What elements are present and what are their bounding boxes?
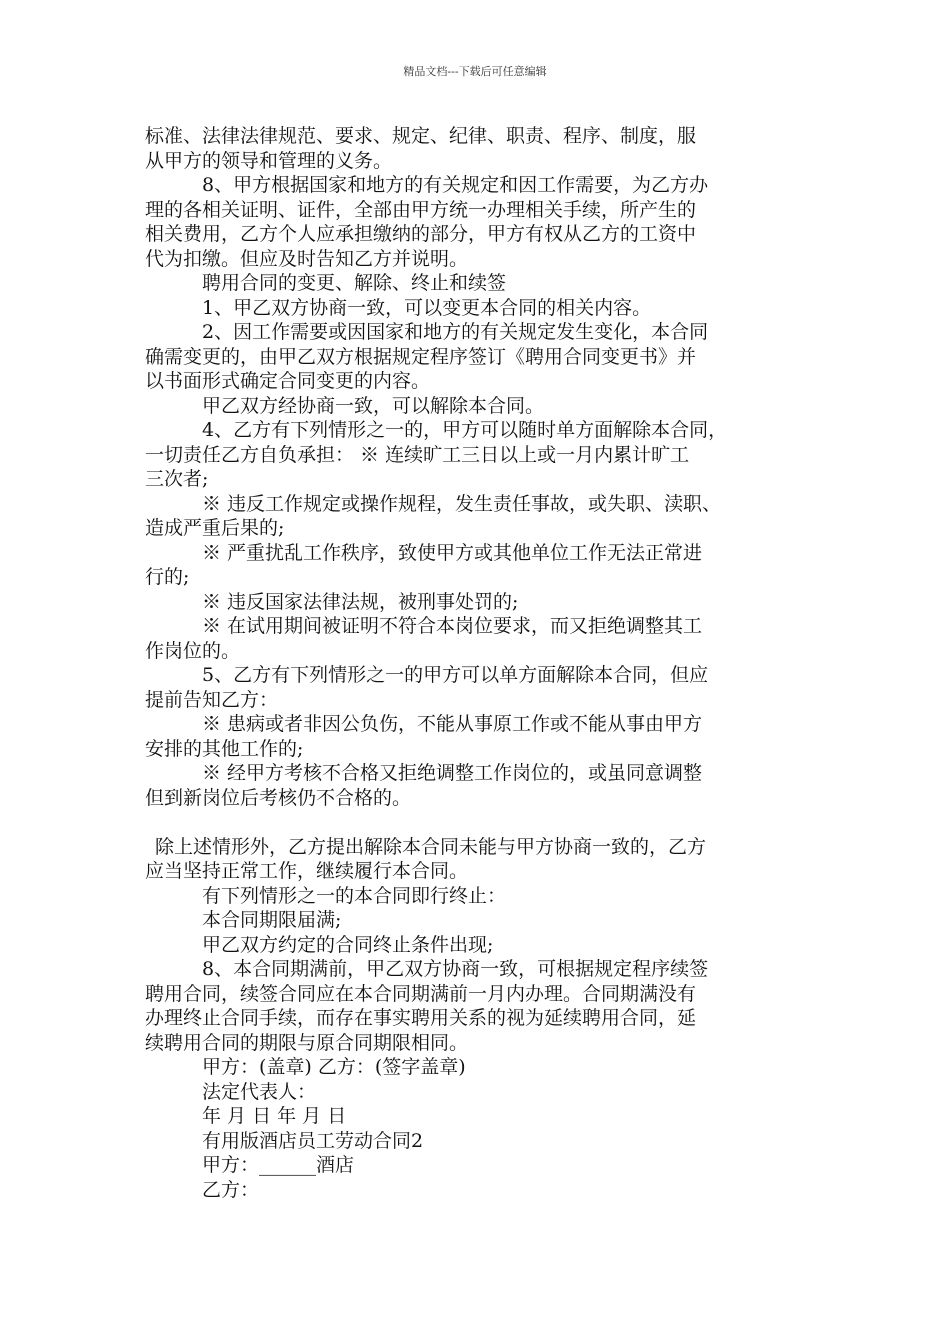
text-line: 年 月 日 年 月 日 xyxy=(202,1105,347,1127)
text-line: 甲方：(盖章) 乙方：(签字盖章) xyxy=(202,1056,466,1078)
text-line: 相关费用，乙方个人应承担缴纳的部分，甲方有权从乙方的工资中 xyxy=(145,223,697,245)
text-line: 但到新岗位后考核仍不合格的。 xyxy=(145,786,412,809)
text-line: 乙方： xyxy=(202,1178,260,1201)
text-line: ※ 严重扰乱工作秩序，致使甲方或其他单位工作无法正常进 xyxy=(202,541,703,564)
page-header: 精品文档---下载后可任意编辑 xyxy=(403,65,547,78)
text-line: 聘用合同的变更、解除、终止和续签 xyxy=(202,272,507,294)
text-line: 从甲方的领导和管理的义务。 xyxy=(145,149,393,172)
text-line: ※ 违反工作规定或操作规程，发生责任事故，或失职、渎职、 xyxy=(202,492,722,515)
text-line: 有下列情形之一的本合同即行终止： xyxy=(202,884,507,907)
text-line: 安排的其他工作的; xyxy=(145,737,304,760)
text-line: 8、本合同期满前，甲乙双方协商一致，可根据规定程序续签 xyxy=(202,958,709,980)
document-body xyxy=(145,124,805,1202)
text-line: 5、乙方有下列情形之一的甲方可以单方面解除本合同，但应 xyxy=(202,664,709,686)
text-line: 本合同期限届满; xyxy=(202,909,342,931)
text-line: 8、甲方根据国家和地方的有关规定和因工作需要，为乙方办 xyxy=(202,174,709,196)
text-line: 标准、法律法律规范、要求、规定、纪律、职责、程序、制度，服 xyxy=(145,125,697,147)
text-line: 有用版酒店员工劳动合同2 xyxy=(202,1129,424,1152)
text-line: ※ 患病或者非因公负伤，不能从事原工作或不能从事由甲方 xyxy=(202,713,703,735)
text-line: 1、甲乙双方协商一致，可以变更本合同的相关内容。 xyxy=(202,296,652,319)
text-line: 理的各相关证明、证件，全部由甲方统一办理相关手续，所产生的 xyxy=(145,198,697,221)
text-line: 4、乙方有下列情形之一的，甲方可以随时单方面解除本合同， xyxy=(202,419,728,441)
text-line: 除上述情形外，乙方提出解除本合同未能与甲方协商一致的，乙方 xyxy=(155,835,707,858)
text-line: 甲方：______酒店 xyxy=(202,1154,355,1176)
text-line: 行的; xyxy=(145,566,190,588)
blank-line xyxy=(145,810,805,835)
text-line: 甲乙双方经协商一致，可以解除本合同。 xyxy=(202,394,545,417)
text-line: 确需变更的，由甲乙双方根据规定程序签订《聘用合同变更书》并 xyxy=(145,345,697,368)
text-line: 聘用合同，续签合同应在本合同期满前一月内办理。合同期满没有 xyxy=(145,982,697,1005)
text-line: 甲乙双方约定的合同终止条件出现; xyxy=(202,933,494,956)
text-line: 作岗位的。 xyxy=(145,639,241,662)
text-line: 提前告知乙方： xyxy=(145,688,279,711)
text-line: 代为扣缴。但应及时告知乙方并说明。 xyxy=(145,247,469,270)
text-line: 三次者; xyxy=(145,468,209,490)
text-line: 2、因工作需要或因国家和地方的有关规定发生变化，本合同 xyxy=(202,321,709,343)
text-line: ※ 违反国家法律法规，被刑事处罚的; xyxy=(202,590,519,613)
text-line: ※ 在试用期间被证明不符合本岗位要求，而又拒绝调整其工 xyxy=(202,615,703,637)
text-line: 续聘用合同的期限与原合同期限相同。 xyxy=(145,1031,469,1054)
text-line: ※ 经甲方考核不合格又拒绝调整工作岗位的，或虽同意调整 xyxy=(202,762,703,784)
text-line: 应当坚持正常工作，继续履行本合同。 xyxy=(145,860,469,882)
text-line: 办理终止合同手续，而存在事实聘用关系的视为延续聘用合同，延 xyxy=(145,1007,697,1029)
text-line: 法定代表人： xyxy=(202,1080,317,1103)
text-line: 一切责任乙方自负承担： ※ 连续旷工三日以上或一月内累计旷工 xyxy=(145,443,690,466)
text-line: 以书面形式确定合同变更的内容。 xyxy=(145,370,431,392)
text-line: 造成严重后果的; xyxy=(145,517,285,539)
